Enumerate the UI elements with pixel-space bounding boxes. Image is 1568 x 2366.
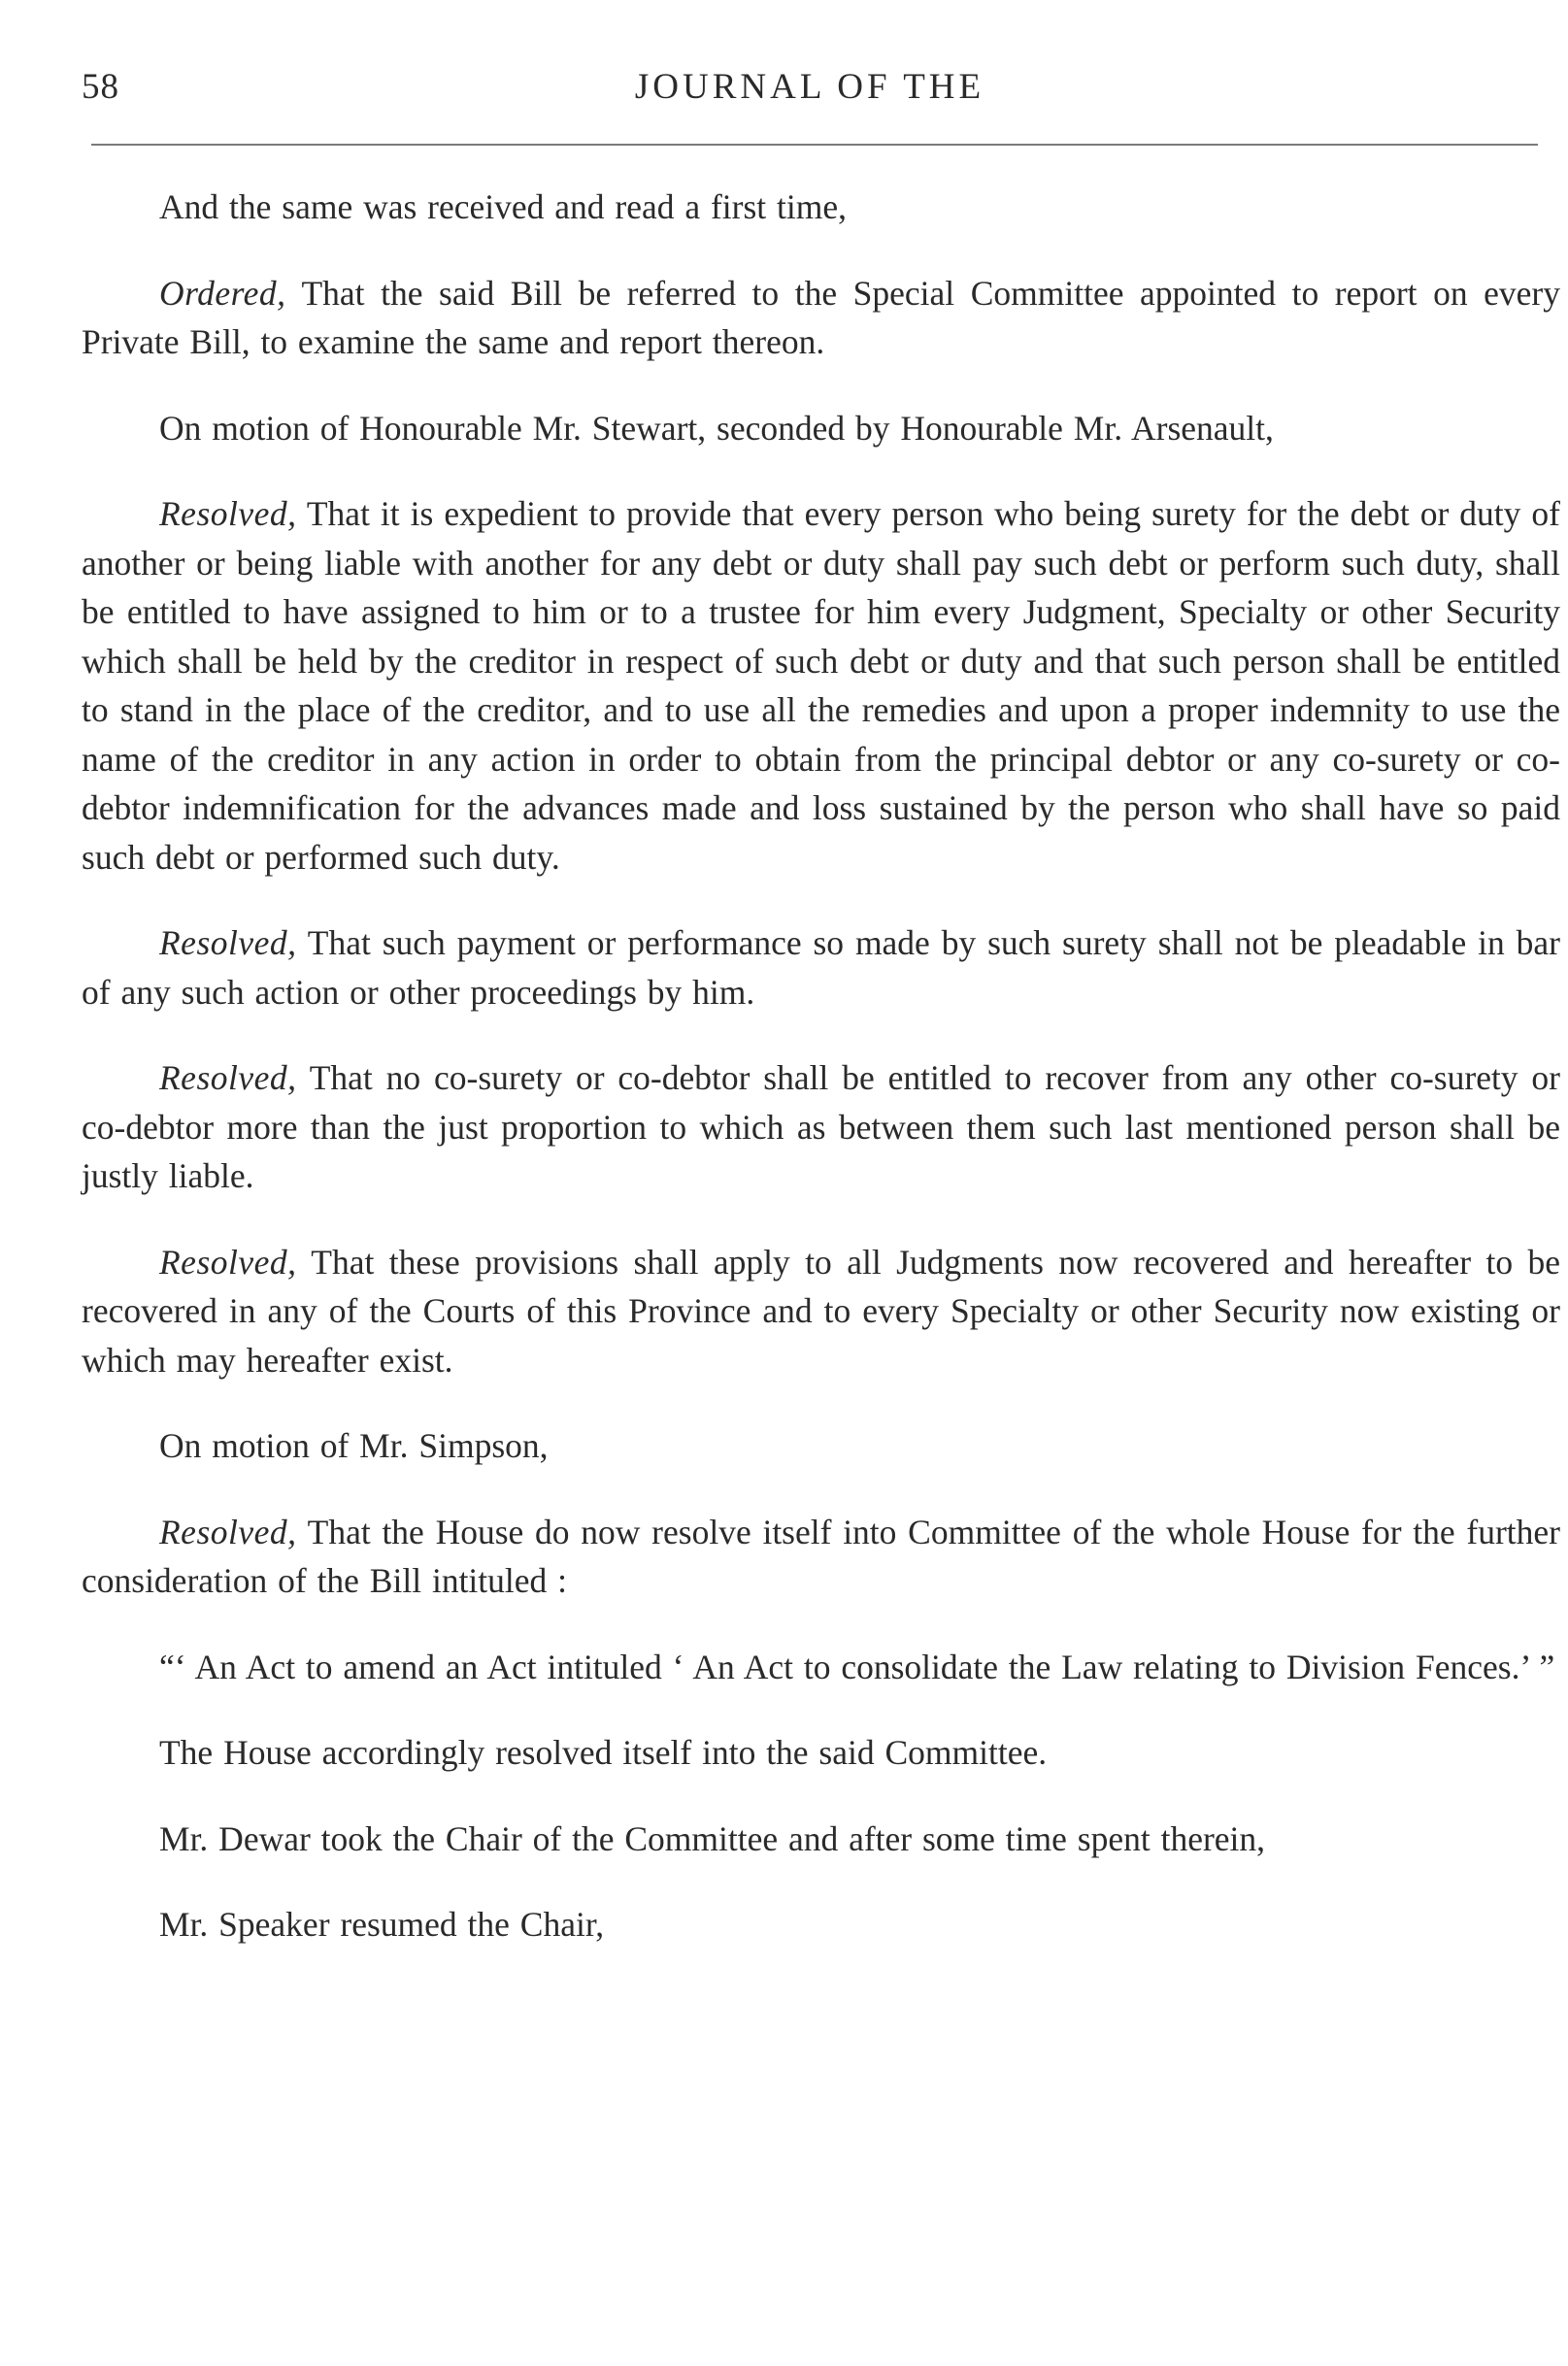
paragraph-text: That such payment or performance so made by such surety shall not be pleadable in bar of any such action or other proceedings by him. xyxy=(82,923,1560,1012)
paragraph-lead: Ordered, xyxy=(159,273,286,313)
paragraph-house-resolved xyxy=(82,1728,1560,1778)
page-header xyxy=(82,66,1538,124)
paragraph-text: That the said Bill be referred to the Special Committee appointed to report on every Private Bill, to examine the same and report thereon. xyxy=(82,273,1560,361)
page-number: 58 xyxy=(82,67,119,107)
paragraph-lead: Resolved, xyxy=(159,1058,297,1097)
paragraph-resolved-5 xyxy=(82,1508,1560,1606)
paragraph-received-read xyxy=(82,183,1560,232)
paragraph-text: Mr. Dewar took the Chair of the Committee and after some time spent therein, xyxy=(159,1818,1266,1858)
paragraph-resolved-3 xyxy=(82,1053,1560,1201)
paragraph-lead: Resolved, xyxy=(159,1512,297,1551)
paragraph-text: That no co-surety or co-debtor shall be entitled to recover from any other co-surety or co-debtor more than the just proportion to which as between them such last mentioned person shall be justly liable. xyxy=(82,1058,1560,1195)
paragraph-text: On motion of Honourable Mr. Stewart, seconded by Honourable Mr. Arsenault, xyxy=(159,408,1274,448)
paragraph-text: That it is expedient to provide that every person who being surety for the debt or duty of another or being liable with another for any debt or duty shall pay such debt or perform such duty, shall be entitled to have assigned to him or to a trustee for him every Judgment, Specialty or other Security which shall be held by the creditor in respect of such debt or duty and that such person shall be entitled to stand in the place of the creditor, and to use all the remedies and upon a proper indemnity to use the name of the creditor in any action in order to obtain from the principal debtor or any co-surety or co-debtor indemnification for the advances made and loss sustained by the person who shall have so paid such debt or performed such duty. xyxy=(82,494,1560,877)
paragraph-dewar-chair xyxy=(82,1815,1560,1864)
paragraph-text: That the House do now resolve itself into Committee of the whole House for the further consideration of the Bill intituled : xyxy=(82,1512,1560,1600)
header-rule xyxy=(91,144,1538,146)
paragraph-resolved-2 xyxy=(82,918,1560,1016)
paragraph-text: The House accordingly resolved itself into the said Committee. xyxy=(159,1733,1048,1772)
journal-body xyxy=(82,183,1560,1949)
paragraph-text: Mr. Speaker resumed the Chair, xyxy=(159,1905,605,1944)
paragraph-motion-simpson xyxy=(82,1421,1560,1471)
paragraph-bill-title xyxy=(82,1643,1560,1692)
paragraph-text: And the same was received and read a first time, xyxy=(159,187,847,226)
paragraph-lead: Resolved, xyxy=(159,1242,297,1282)
paragraph-resolved-1 xyxy=(82,489,1560,882)
paragraph-motion-stewart xyxy=(82,404,1560,453)
paragraph-lead: Resolved, xyxy=(159,494,297,533)
paragraph-text: On motion of Mr. Simpson, xyxy=(159,1426,549,1465)
paragraph-ordered xyxy=(82,269,1560,367)
paragraph-text: That these provisions shall apply to all Judgments now recovered and hereafter to be recovered in any of the Courts of this Province and to every Specialty or other Security now existing or which may hereafter exist. xyxy=(82,1242,1560,1380)
paragraph-speaker-resumed xyxy=(82,1900,1560,1949)
paragraph-text: “‘ An Act to amend an Act intituled ‘ An Act to consolidate the Law relating to Division Fences.’ ” xyxy=(159,1647,1555,1686)
paragraph-lead: Resolved, xyxy=(159,923,297,962)
running-head: JOURNAL OF THE xyxy=(634,67,985,107)
paragraph-resolved-4 xyxy=(82,1238,1560,1385)
